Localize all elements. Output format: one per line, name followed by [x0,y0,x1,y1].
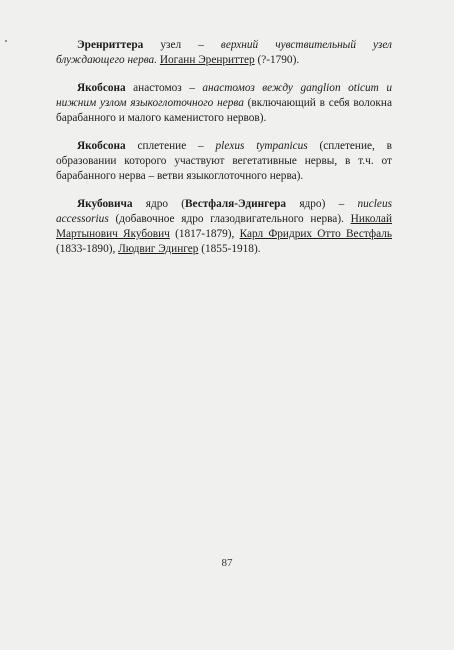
entry-text: (?-1790). [254,54,300,66]
person-link-ehrenritter[interactable]: Иоганн Эренриттер [159,54,255,66]
definition-italic: анастомоз вежду ganglion oticum и нижним узлом языкоглоточного нерва [56,82,392,109]
entry-text: (1855-1918). [198,243,261,255]
entry-text: (включающий в себя волокна барабанного и малого каменистого нервов). [56,97,392,124]
entry-text: сплетение – [125,140,216,152]
entry-jacobson-plexus [56,139,392,184]
entry-ehrenritter [56,38,392,68]
term-westphal-edinger: Вестфаля-Эдингера [185,198,287,210]
entry-text: анастомоз – [125,82,203,94]
term-yakubovich: Якубовича [77,198,133,210]
entry-text: ядро) – [286,198,358,210]
term-jacobson: Якобсона [77,82,126,94]
latin-term: nucleus accessorius [56,198,392,225]
entry-yakubovich-nucleus [56,197,392,257]
person-link-westphal[interactable]: Карл Фридрих Отто Вестфаль [239,228,392,240]
entry-text: (1833-1890), [56,243,119,255]
definition-italic: верхний чувствительный узел блуждающего нерва. [56,39,392,66]
entry-jacobson-anastomosis [56,81,392,126]
page-number: 87 [221,557,233,569]
latin-term: plexus tympanicus [215,140,308,152]
term-ehrenritter: Эренриттера [77,39,144,51]
entry-text: (добавочное ядро глазодвигательного нерва). [108,213,351,225]
page-content [56,38,392,270]
entry-text: (сплетение, в образовании которого участвуют вегетативные нервы, в т.ч. от барабанного нерва – ветви языкоглоточного нерва). [56,140,393,182]
person-link-yakubovich[interactable]: Николай Мартынович Якубович [56,213,392,240]
entry-text: узел – [143,39,221,51]
entry-text: ядро ( [132,198,186,210]
entry-text: (1817-1879), [169,228,240,240]
scan-speck [5,40,7,42]
term-jacobson: Якобсона [77,140,126,152]
person-link-edinger[interactable]: Людвиг Эдингер [118,243,199,255]
